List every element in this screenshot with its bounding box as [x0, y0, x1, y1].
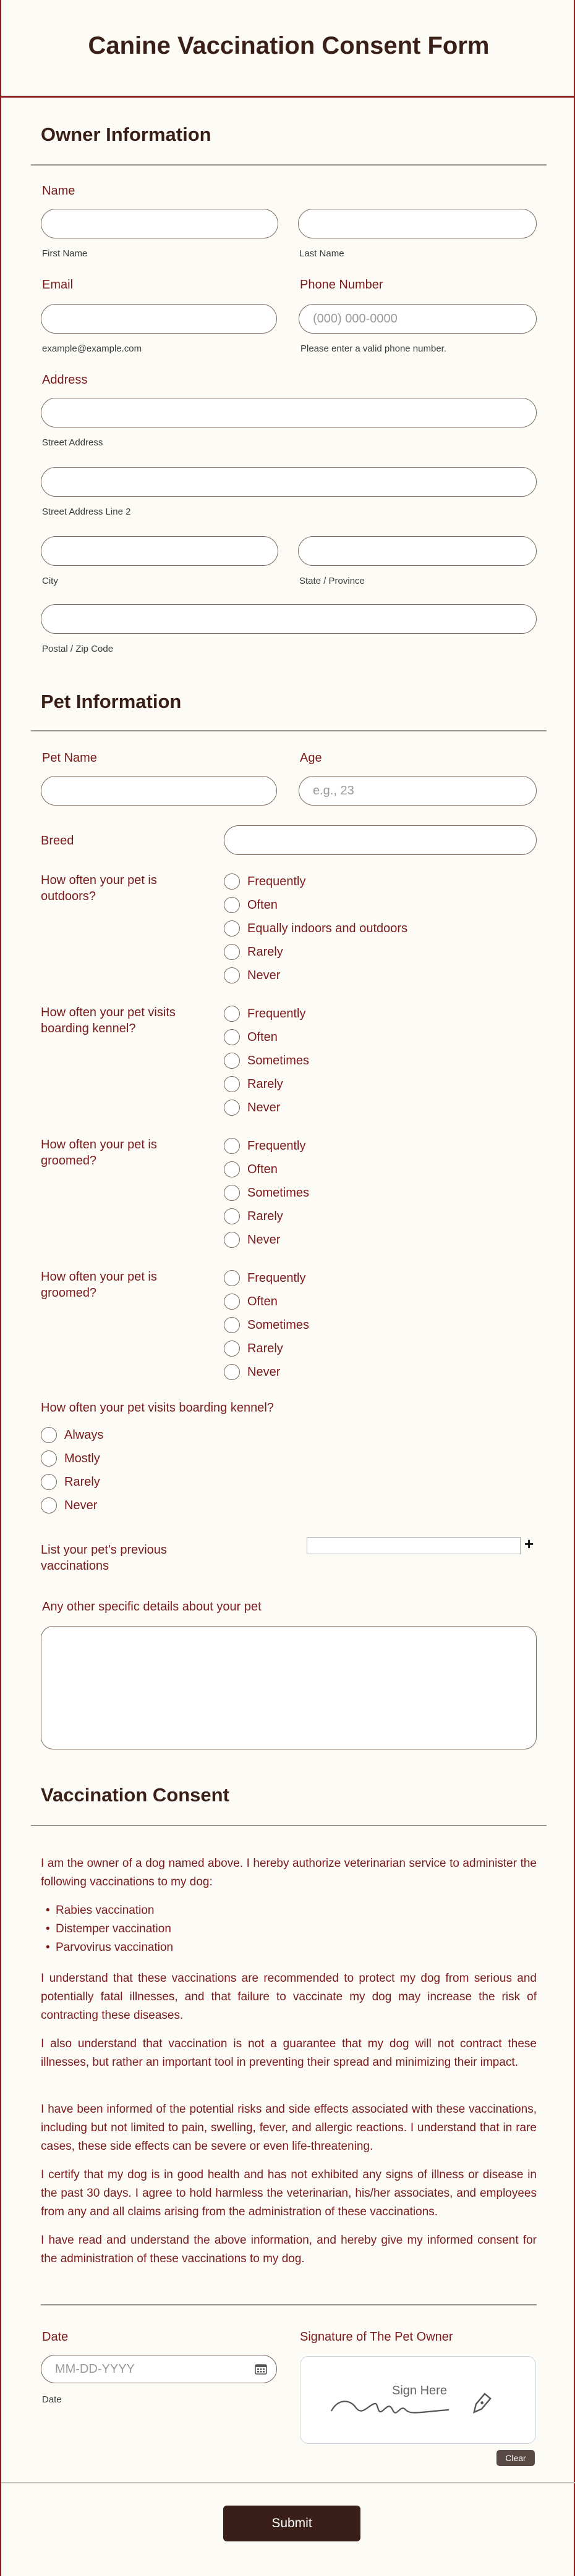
date-label: Date — [42, 2330, 69, 2344]
radio-circle[interactable] — [224, 1232, 240, 1248]
radio-circle[interactable] — [41, 1450, 57, 1467]
first-name-input[interactable] — [41, 209, 278, 238]
form-title: Canine Vaccination Consent Form — [88, 32, 490, 59]
q4-option-sometimes[interactable]: Sometimes — [224, 1316, 309, 1334]
pet-name-label: Pet Name — [42, 751, 97, 765]
zip-input[interactable] — [41, 604, 537, 634]
owner-divider — [31, 164, 547, 166]
signature-label: Signature of The Pet Owner — [300, 2330, 453, 2344]
email-input[interactable] — [41, 304, 277, 334]
q4-option-never[interactable]: Never — [224, 1363, 280, 1381]
consent-intro: I am the owner of a dog named above. I hereby authorize veterinarian service to administer the following vaccinations to my dog: — [41, 1857, 537, 1888]
consent-divider — [31, 1825, 547, 1826]
radio-circle[interactable] — [224, 1208, 240, 1224]
street-address-sublabel: Street Address — [42, 437, 103, 448]
prev-vaccinations-label: List your pet's previous vaccinations — [41, 1543, 167, 1573]
radio-circle[interactable] — [224, 1185, 240, 1201]
q2-option-frequently[interactable]: Frequently — [224, 1004, 306, 1023]
q3-label: How often your pet is groomed? — [41, 1138, 157, 1168]
q1-label: How often your pet is outdoors? — [41, 873, 157, 903]
zip-sublabel: Postal / Zip Code — [42, 644, 114, 654]
radio-circle[interactable] — [224, 1341, 240, 1357]
radio-circle[interactable] — [224, 944, 240, 960]
pet-heading: Pet Information — [41, 691, 182, 712]
phone-input[interactable] — [299, 304, 537, 334]
first-name-sublabel: First Name — [42, 248, 88, 259]
consent-paragraph: I certify that my dog is in good health and has not exhibited any signs of illness or disease in the past 30 days. I agree to hold harmless the veterinarian, his/her associates, and employees from any and all claims arising from the administration of these vaccinations. — [41, 2168, 537, 2218]
last-name-sublabel: Last Name — [299, 248, 344, 259]
city-sublabel: City — [42, 576, 58, 586]
radio-circle[interactable] — [41, 1497, 57, 1513]
consent-paragraph: I understand that these vaccinations are recommended to protect my dog from serious and potentially fatal illnesses, and that failure to vaccinate my dog may increase the risk of contracting these diseases. — [41, 1972, 537, 2022]
vaccine-item: • Rabies vaccination — [56, 1904, 154, 1917]
radio-circle[interactable] — [224, 1294, 240, 1310]
radio-circle[interactable] — [224, 1100, 240, 1116]
breed-input[interactable] — [224, 825, 537, 855]
title-divider — [1, 96, 575, 98]
radio-circle[interactable] — [41, 1427, 57, 1443]
radio-circle[interactable] — [224, 1364, 240, 1380]
date-input[interactable] — [41, 2355, 277, 2383]
last-name-input[interactable] — [298, 209, 537, 238]
radio-circle[interactable] — [224, 1053, 240, 1069]
q2-option-never[interactable]: Never — [224, 1098, 280, 1117]
q1-option-never[interactable]: Never — [224, 966, 280, 985]
footer-divider — [1, 2482, 575, 2483]
q5-option-always[interactable]: Always — [41, 1426, 103, 1444]
sign-here-text: Sign Here — [392, 2384, 447, 2397]
consent-paragraph: I have been informed of the potential risks and side effects associated with these vaccinations, including but not limited to pain, swelling, fever, and allergic reactions. I understand that in rare cases, these side effects can be severe or even life-threatening. — [41, 2103, 537, 2153]
pet-name-input[interactable] — [41, 776, 277, 806]
radio-circle[interactable] — [224, 873, 240, 890]
phone-sublabel: Please enter a valid phone number. — [300, 343, 446, 354]
prev-vaccinations-input[interactable] — [307, 1537, 521, 1554]
owner-heading: Owner Information — [41, 124, 211, 145]
radio-circle[interactable] — [224, 1161, 240, 1177]
q5-option-never[interactable]: Never — [41, 1496, 97, 1515]
q3-option-rarely[interactable]: Rarely — [224, 1207, 283, 1226]
q4-label: How often your pet is groomed? — [41, 1270, 157, 1300]
details-textarea[interactable] — [41, 1626, 537, 1749]
q2-option-rarely[interactable]: Rarely — [224, 1075, 283, 1093]
q4-option-often[interactable]: Often — [224, 1292, 278, 1311]
pet-divider — [31, 730, 547, 731]
phone-label: Phone Number — [300, 278, 383, 292]
q3-option-sometimes[interactable]: Sometimes — [224, 1184, 309, 1202]
q1-option-often[interactable]: Often — [224, 896, 278, 914]
q2-option-often[interactable]: Often — [224, 1028, 278, 1046]
radio-circle[interactable] — [224, 967, 240, 983]
q1-option-frequently[interactable]: Frequently — [224, 872, 306, 891]
age-input[interactable] — [299, 776, 537, 806]
q4-option-rarely[interactable]: Rarely — [224, 1339, 283, 1358]
radio-circle[interactable] — [224, 1138, 240, 1154]
street-address-input[interactable] — [41, 398, 537, 427]
radio-circle[interactable] — [224, 897, 240, 913]
radio-circle[interactable] — [224, 1076, 240, 1092]
calendar-icon[interactable] — [255, 2363, 267, 2375]
q3-option-frequently[interactable]: Frequently — [224, 1137, 306, 1155]
submit-button[interactable]: Submit — [223, 2506, 360, 2541]
email-label: Email — [42, 278, 74, 292]
signature-divider — [41, 2304, 537, 2305]
vaccine-item: • Parvovirus vaccination — [56, 1941, 173, 1955]
q3-option-never[interactable]: Never — [224, 1231, 280, 1249]
email-sublabel: example@example.com — [42, 343, 142, 354]
date-sublabel: Date — [42, 2394, 62, 2405]
q1-option-equally[interactable]: Equally indoors and outdoors — [224, 919, 407, 938]
consent-paragraph: I have read and understand the above information, and hereby give my informed consent for the administration of these vaccinations to my dog. — [41, 2234, 537, 2265]
consent-paragraph: I also understand that vaccination is not a guarantee that my dog will not contract these illnesses, but rather an important tool in preventing their spread and minimizing their impact. — [41, 2037, 537, 2069]
consent-heading: Vaccination Consent — [41, 1784, 229, 1806]
q2-option-sometimes[interactable]: Sometimes — [224, 1051, 309, 1070]
clear-signature-button[interactable]: Clear — [496, 2450, 535, 2466]
q5-option-mostly[interactable]: Mostly — [41, 1449, 100, 1468]
address-label: Address — [42, 373, 88, 387]
city-input[interactable] — [41, 536, 278, 566]
radio-circle[interactable] — [224, 920, 240, 937]
q2-label: How often your pet visits boarding kennel? — [41, 1006, 176, 1035]
q4-option-frequently[interactable]: Frequently — [224, 1269, 306, 1287]
state-sublabel: State / Province — [299, 576, 365, 586]
name-label: Name — [42, 184, 75, 198]
add-vaccination-icon[interactable]: + — [524, 1534, 534, 1553]
radio-circle[interactable] — [224, 1317, 240, 1333]
vaccine-item: • Distemper vaccination — [56, 1922, 171, 1936]
street-address-line2-sublabel: Street Address Line 2 — [42, 507, 131, 517]
radio-circle[interactable] — [224, 1006, 240, 1022]
breed-label: Breed — [41, 834, 74, 848]
radio-circle[interactable] — [224, 1270, 240, 1286]
details-label: Any other specific details about your pet — [42, 1600, 262, 1614]
q5-option-rarely[interactable]: Rarely — [41, 1473, 100, 1491]
state-input[interactable] — [298, 536, 537, 566]
radio-circle[interactable] — [41, 1474, 57, 1490]
street-address-line2-input[interactable] — [41, 467, 537, 497]
q3-option-often[interactable]: Often — [224, 1160, 278, 1179]
age-label: Age — [300, 751, 322, 765]
q1-option-rarely[interactable]: Rarely — [224, 943, 283, 961]
signature-scribble-icon — [325, 2380, 511, 2423]
signature-pad[interactable] — [300, 2356, 536, 2444]
radio-circle[interactable] — [224, 1029, 240, 1045]
q5-label: How often your pet visits boarding kennel? — [41, 1401, 274, 1415]
